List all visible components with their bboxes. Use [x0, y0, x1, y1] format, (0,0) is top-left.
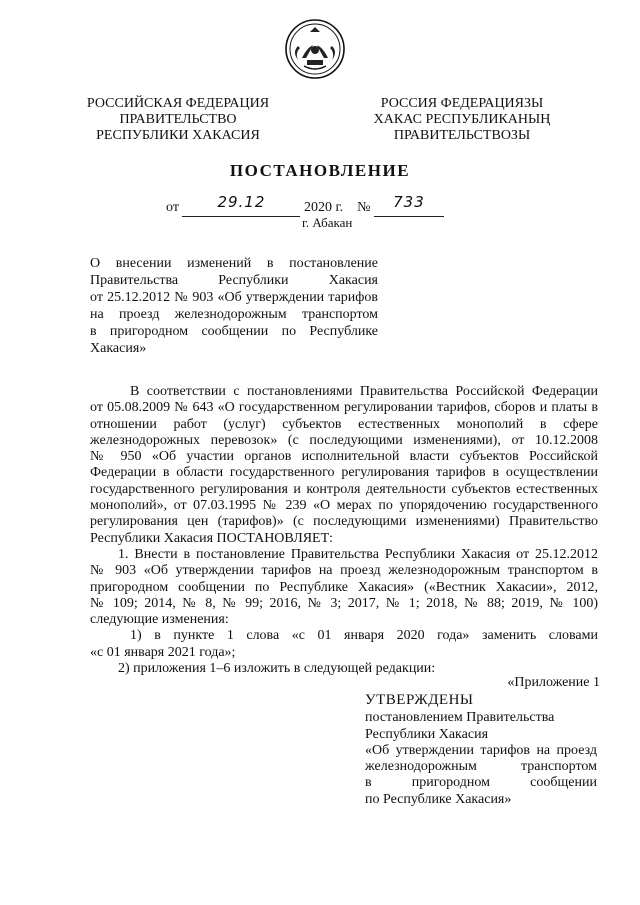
- handwritten-date: 29.12: [217, 193, 266, 211]
- date-year: 2020 г.: [303, 200, 344, 215]
- body-line: № 950 «Об участии органов исполнительной власти субъектов Российской: [90, 449, 598, 465]
- body-line: отношении работ (услуг) субъектов естественных монополий в сфере: [90, 416, 598, 432]
- approved-line: Республики Хакасия: [365, 726, 489, 742]
- approved-title: УТВЕРЖДЕНЫ: [365, 692, 474, 708]
- approved-line: по Республике Хакасия»: [365, 791, 512, 807]
- body-line: В соответствии с постановлениями Правительства Российской Федерации: [130, 384, 598, 399]
- subject-line: Правительства Республики Хакасия: [90, 273, 378, 288]
- body-line: 1) в пункте 1 слова «с 01 января 2020 года» заменить словами: [130, 628, 598, 644]
- body-line: № 109; 2014, № 8, № 99; 2016, № 3; 2017, № 1; 2018, № 88; 2019, № 100): [90, 595, 598, 611]
- body-line: Федерации в области государственного регулирования тарифов в осуществлении: [90, 465, 598, 481]
- body-line: железнодорожных перевозок» (с последующими изменениями), от 10.12.2008: [90, 432, 598, 448]
- body-text: [90, 384, 598, 677]
- body-line: Республики Хакасия ПОСТАНОВЛЯЕТ:: [90, 530, 334, 546]
- appendix-label: «Приложение 1: [507, 675, 600, 690]
- approved-line: постановлением Правительства: [365, 710, 555, 726]
- handwritten-number: 733: [393, 193, 425, 211]
- header-left-line: РЕСПУБЛИКИ ХАКАСИЯ: [96, 128, 260, 143]
- header-right: [362, 96, 562, 144]
- subject-line: О внесении изменений в постановление: [90, 256, 378, 271]
- body-line: государственного регулирования и контроля деятельности субъектов естественных: [90, 481, 598, 497]
- body-line: следующие изменения:: [90, 612, 229, 628]
- header-left-line: ПРАВИТЕЛЬСТВО: [119, 112, 237, 127]
- header-right-line: РОССИЯ ФЕДЕРАЦИЯЗЫ: [380, 96, 544, 111]
- number-blank: [374, 193, 444, 217]
- subject-line: Хакасия»: [90, 341, 147, 356]
- body-line: регулирования цен (тарифов)» (с последующими изменениями) Правительство: [90, 514, 598, 530]
- coat-of-arms-emblem: [284, 18, 346, 80]
- header-left-line: РОССИЙСКАЯ ФЕДЕРАЦИЯ: [86, 96, 270, 111]
- approved-line: «Об утверждении тарифов на проезд: [365, 742, 597, 758]
- subject-line: в пригородном сообщении по Республике: [90, 324, 378, 339]
- body-line: 2) приложения 1–6 изложить в следующей редакции:: [118, 661, 436, 677]
- body-line: монополий», от 07.03.1995 № 239 «О мерах по упорядочению государственного: [90, 498, 598, 514]
- city-label: г. Абакан: [302, 215, 353, 230]
- approved-line: в пригородном сообщении: [365, 775, 597, 791]
- subject-line: на проезд железнодорожным транспортом: [90, 307, 378, 322]
- subject-block: [90, 255, 378, 357]
- document-title: ПОСТАНОВЛЕНИЕ: [229, 161, 411, 180]
- date-prefix: от: [166, 200, 179, 215]
- header-left: [78, 96, 278, 144]
- approved-line: железнодорожным транспортом: [365, 759, 597, 775]
- body-line: пригородном сообщении по Республике Хакасия» («Вестник Хакасии», 2012,: [90, 579, 598, 595]
- header-right-line: ПРАВИТЕЛЬСТВОЗЫ: [393, 128, 531, 143]
- subject-line: от 25.12.2012 № 903 «Об утверждении тарифов: [90, 290, 378, 305]
- number-sign: №: [357, 200, 371, 215]
- date-blank: [182, 193, 300, 217]
- body-line: 1. Внести в постановление Правительства Республики Хакасия от 25.12.2012: [118, 546, 598, 562]
- body-line: от 05.08.2009 № 643 «О государственном регулировании тарифов, сборов и платы в: [90, 400, 598, 416]
- body-line: № 903 «Об утверждении тарифов на проезд железнодорожным транспортом в: [90, 563, 598, 579]
- header-right-line: ХАКАС РЕСПУБЛИКАНЫҢ: [373, 112, 551, 127]
- body-line: «с 01 января 2021 года»;: [90, 644, 236, 660]
- approved-block: [365, 692, 597, 808]
